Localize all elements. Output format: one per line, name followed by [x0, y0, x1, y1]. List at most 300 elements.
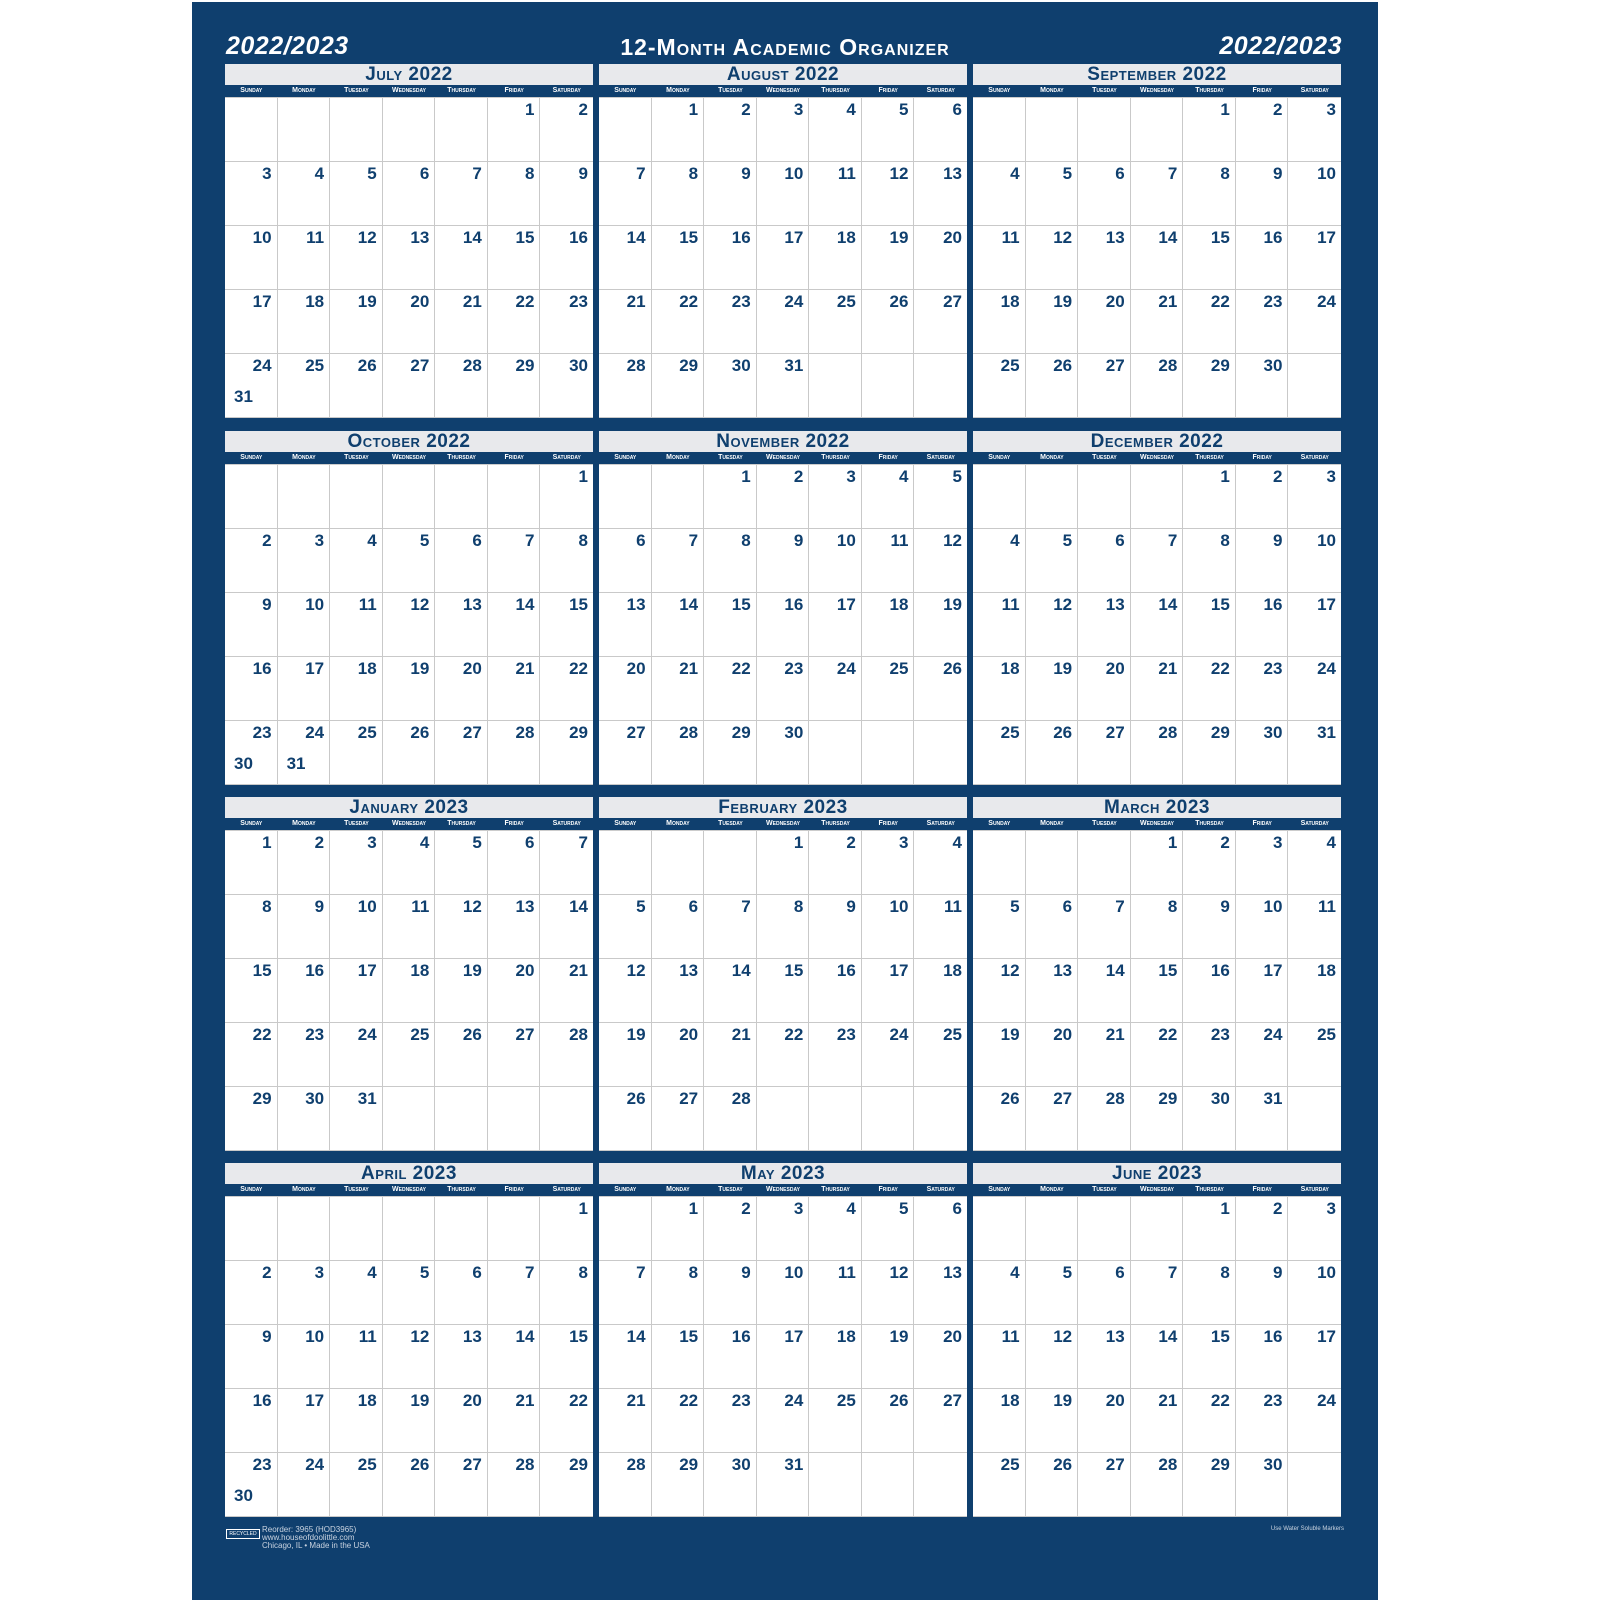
- day-cell[interactable]: [1236, 354, 1289, 418]
- day-cell[interactable]: [1288, 593, 1341, 657]
- day-cell[interactable]: [862, 895, 915, 959]
- day-cell[interactable]: [652, 1453, 705, 1517]
- day-cell[interactable]: [278, 1087, 331, 1151]
- day-cell[interactable]: [1236, 290, 1289, 354]
- day-cell[interactable]: [540, 354, 593, 418]
- day-cell[interactable]: [862, 98, 915, 162]
- day-cell[interactable]: [330, 721, 383, 785]
- day-cell[interactable]: [809, 290, 862, 354]
- day-cell[interactable]: [1131, 895, 1184, 959]
- day-cell[interactable]: [599, 657, 652, 721]
- day-cell[interactable]: [488, 831, 541, 895]
- day-cell[interactable]: [809, 162, 862, 226]
- day-cell[interactable]: [1131, 290, 1184, 354]
- day-cell[interactable]: [757, 529, 810, 593]
- day-cell[interactable]: [330, 1453, 383, 1517]
- day-cell[interactable]: [488, 529, 541, 593]
- day-cell[interactable]: [383, 721, 436, 785]
- day-cell[interactable]: [652, 465, 705, 529]
- day-cell[interactable]: [757, 162, 810, 226]
- day-cell[interactable]: [330, 226, 383, 290]
- day-cell[interactable]: [1131, 226, 1184, 290]
- day-cell[interactable]: [757, 959, 810, 1023]
- day-cell[interactable]: [973, 657, 1026, 721]
- day-cell[interactable]: [973, 959, 1026, 1023]
- day-cell[interactable]: [1026, 593, 1079, 657]
- day-cell[interactable]: [225, 721, 278, 785]
- day-cell[interactable]: [1183, 1261, 1236, 1325]
- day-cell[interactable]: [704, 1087, 757, 1151]
- day-cell[interactable]: [914, 529, 967, 593]
- day-cell[interactable]: [383, 1325, 436, 1389]
- day-cell[interactable]: [278, 1325, 331, 1389]
- day-cell[interactable]: [757, 226, 810, 290]
- day-cell[interactable]: [973, 593, 1026, 657]
- day-cell[interactable]: [225, 1453, 278, 1517]
- day-cell[interactable]: [278, 657, 331, 721]
- day-cell[interactable]: [862, 831, 915, 895]
- day-cell[interactable]: [1026, 721, 1079, 785]
- day-cell[interactable]: [914, 226, 967, 290]
- day-cell[interactable]: [1078, 895, 1131, 959]
- day-cell[interactable]: [973, 1197, 1026, 1261]
- day-cell[interactable]: [1288, 354, 1341, 418]
- day-cell[interactable]: [1078, 831, 1131, 895]
- day-cell[interactable]: [757, 1197, 810, 1261]
- day-cell[interactable]: [973, 226, 1026, 290]
- day-cell[interactable]: [383, 1023, 436, 1087]
- day-cell[interactable]: [862, 1023, 915, 1087]
- day-cell[interactable]: [973, 290, 1026, 354]
- day-cell[interactable]: [383, 354, 436, 418]
- day-cell[interactable]: [704, 657, 757, 721]
- day-cell[interactable]: [1288, 1197, 1341, 1261]
- day-cell[interactable]: [1288, 959, 1341, 1023]
- day-cell[interactable]: [1131, 959, 1184, 1023]
- day-cell[interactable]: [862, 1197, 915, 1261]
- day-cell[interactable]: [330, 1087, 383, 1151]
- day-cell[interactable]: [330, 1261, 383, 1325]
- day-cell[interactable]: [1236, 1197, 1289, 1261]
- day-cell[interactable]: [330, 465, 383, 529]
- day-cell[interactable]: [278, 1023, 331, 1087]
- day-cell[interactable]: [1078, 721, 1131, 785]
- day-cell[interactable]: [1131, 1453, 1184, 1517]
- day-cell[interactable]: [599, 1389, 652, 1453]
- day-cell[interactable]: [1183, 593, 1236, 657]
- day-cell[interactable]: [862, 290, 915, 354]
- day-cell[interactable]: [862, 354, 915, 418]
- day-cell[interactable]: [704, 895, 757, 959]
- day-cell[interactable]: [540, 721, 593, 785]
- day-cell[interactable]: [1183, 721, 1236, 785]
- day-cell[interactable]: [809, 831, 862, 895]
- day-cell[interactable]: [914, 1023, 967, 1087]
- day-cell[interactable]: [1288, 1325, 1341, 1389]
- day-cell[interactable]: [383, 98, 436, 162]
- day-cell[interactable]: [757, 1389, 810, 1453]
- day-cell[interactable]: [914, 1453, 967, 1517]
- day-cell[interactable]: [704, 721, 757, 785]
- day-cell[interactable]: [599, 895, 652, 959]
- day-cell[interactable]: [757, 593, 810, 657]
- day-cell[interactable]: [488, 1325, 541, 1389]
- day-cell[interactable]: [1131, 657, 1184, 721]
- day-cell[interactable]: [1183, 529, 1236, 593]
- day-cell[interactable]: [1026, 959, 1079, 1023]
- day-cell[interactable]: [652, 721, 705, 785]
- day-cell[interactable]: [540, 959, 593, 1023]
- day-cell[interactable]: [862, 1389, 915, 1453]
- day-cell[interactable]: [652, 290, 705, 354]
- day-cell[interactable]: [540, 1261, 593, 1325]
- day-cell[interactable]: [1288, 1023, 1341, 1087]
- day-cell[interactable]: [1026, 1389, 1079, 1453]
- day-cell[interactable]: [383, 1197, 436, 1261]
- day-cell[interactable]: [914, 721, 967, 785]
- day-cell[interactable]: [225, 1023, 278, 1087]
- day-cell[interactable]: [914, 162, 967, 226]
- day-cell[interactable]: [278, 1261, 331, 1325]
- day-cell[interactable]: [1078, 1023, 1131, 1087]
- day-cell[interactable]: [225, 354, 278, 418]
- day-cell[interactable]: [1288, 657, 1341, 721]
- day-cell[interactable]: [1288, 162, 1341, 226]
- day-cell[interactable]: [1288, 721, 1341, 785]
- day-cell[interactable]: [383, 1261, 436, 1325]
- day-cell[interactable]: [599, 354, 652, 418]
- day-cell[interactable]: [435, 1389, 488, 1453]
- day-cell[interactable]: [1026, 1453, 1079, 1517]
- day-cell[interactable]: [488, 1023, 541, 1087]
- day-cell[interactable]: [1131, 162, 1184, 226]
- day-cell[interactable]: [973, 465, 1026, 529]
- day-cell[interactable]: [488, 657, 541, 721]
- day-cell[interactable]: [757, 831, 810, 895]
- day-cell[interactable]: [1026, 290, 1079, 354]
- day-cell[interactable]: [652, 162, 705, 226]
- day-cell[interactable]: [1236, 529, 1289, 593]
- day-cell[interactable]: [383, 529, 436, 593]
- day-cell[interactable]: [862, 529, 915, 593]
- day-cell[interactable]: [973, 98, 1026, 162]
- day-cell[interactable]: [540, 657, 593, 721]
- day-cell[interactable]: [225, 226, 278, 290]
- day-cell[interactable]: [1131, 1023, 1184, 1087]
- day-cell[interactable]: [1183, 657, 1236, 721]
- day-cell[interactable]: [1236, 1325, 1289, 1389]
- day-cell[interactable]: [1026, 831, 1079, 895]
- day-cell[interactable]: [1288, 831, 1341, 895]
- day-cell[interactable]: [809, 1023, 862, 1087]
- day-cell[interactable]: [435, 959, 488, 1023]
- day-cell[interactable]: [757, 1023, 810, 1087]
- day-cell[interactable]: [225, 959, 278, 1023]
- day-cell[interactable]: [435, 529, 488, 593]
- day-cell[interactable]: [652, 657, 705, 721]
- day-cell[interactable]: [1236, 1023, 1289, 1087]
- day-cell[interactable]: [435, 290, 488, 354]
- day-cell[interactable]: [225, 162, 278, 226]
- day-cell[interactable]: [914, 1261, 967, 1325]
- day-cell[interactable]: [862, 657, 915, 721]
- day-cell[interactable]: [809, 895, 862, 959]
- day-cell[interactable]: [330, 529, 383, 593]
- day-cell[interactable]: [540, 162, 593, 226]
- day-cell[interactable]: [973, 1389, 1026, 1453]
- day-cell[interactable]: [1288, 1453, 1341, 1517]
- day-cell[interactable]: [383, 465, 436, 529]
- day-cell[interactable]: [599, 290, 652, 354]
- day-cell[interactable]: [1131, 1087, 1184, 1151]
- day-cell[interactable]: [1131, 1261, 1184, 1325]
- day-cell[interactable]: [1183, 959, 1236, 1023]
- day-cell[interactable]: [383, 657, 436, 721]
- day-cell[interactable]: [540, 1325, 593, 1389]
- day-cell[interactable]: [1131, 1389, 1184, 1453]
- day-cell[interactable]: [330, 1023, 383, 1087]
- day-cell[interactable]: [973, 1023, 1026, 1087]
- day-cell[interactable]: [652, 1325, 705, 1389]
- day-cell[interactable]: [1288, 226, 1341, 290]
- day-cell[interactable]: [862, 721, 915, 785]
- day-cell[interactable]: [540, 593, 593, 657]
- day-cell[interactable]: [1131, 593, 1184, 657]
- day-cell[interactable]: [1026, 657, 1079, 721]
- day-cell[interactable]: [914, 98, 967, 162]
- day-cell[interactable]: [330, 1197, 383, 1261]
- day-cell[interactable]: [809, 1389, 862, 1453]
- day-cell[interactable]: [278, 226, 331, 290]
- day-cell[interactable]: [1236, 226, 1289, 290]
- day-cell[interactable]: [704, 465, 757, 529]
- day-cell[interactable]: [862, 1087, 915, 1151]
- day-cell[interactable]: [1026, 1087, 1079, 1151]
- day-cell[interactable]: [383, 226, 436, 290]
- day-cell[interactable]: [1288, 98, 1341, 162]
- day-cell[interactable]: [1236, 831, 1289, 895]
- day-cell[interactable]: [1078, 290, 1131, 354]
- day-cell[interactable]: [757, 354, 810, 418]
- day-cell[interactable]: [383, 593, 436, 657]
- day-cell[interactable]: [225, 1261, 278, 1325]
- day-cell[interactable]: [278, 895, 331, 959]
- day-cell[interactable]: [435, 1325, 488, 1389]
- day-cell[interactable]: [652, 529, 705, 593]
- day-cell[interactable]: [1236, 721, 1289, 785]
- day-cell[interactable]: [973, 1453, 1026, 1517]
- day-cell[interactable]: [1236, 1261, 1289, 1325]
- day-cell[interactable]: [757, 1453, 810, 1517]
- day-cell[interactable]: [757, 1261, 810, 1325]
- day-cell[interactable]: [652, 895, 705, 959]
- day-cell[interactable]: [435, 895, 488, 959]
- day-cell[interactable]: [540, 1389, 593, 1453]
- day-cell[interactable]: [599, 1023, 652, 1087]
- day-cell[interactable]: [225, 1389, 278, 1453]
- day-cell[interactable]: [599, 465, 652, 529]
- day-cell[interactable]: [278, 721, 331, 785]
- day-cell[interactable]: [278, 1453, 331, 1517]
- day-cell[interactable]: [488, 226, 541, 290]
- day-cell[interactable]: [540, 1453, 593, 1517]
- day-cell[interactable]: [1026, 529, 1079, 593]
- day-cell[interactable]: [1183, 1087, 1236, 1151]
- day-cell[interactable]: [809, 657, 862, 721]
- day-cell[interactable]: [278, 831, 331, 895]
- day-cell[interactable]: [225, 290, 278, 354]
- day-cell[interactable]: [973, 831, 1026, 895]
- day-cell[interactable]: [488, 895, 541, 959]
- day-cell[interactable]: [1026, 98, 1079, 162]
- day-cell[interactable]: [435, 593, 488, 657]
- day-cell[interactable]: [914, 895, 967, 959]
- day-cell[interactable]: [225, 1197, 278, 1261]
- day-cell[interactable]: [914, 290, 967, 354]
- day-cell[interactable]: [1183, 895, 1236, 959]
- day-cell[interactable]: [540, 1197, 593, 1261]
- day-cell[interactable]: [652, 1389, 705, 1453]
- day-cell[interactable]: [599, 959, 652, 1023]
- day-cell[interactable]: [704, 98, 757, 162]
- day-cell[interactable]: [1288, 529, 1341, 593]
- day-cell[interactable]: [1236, 1087, 1289, 1151]
- day-cell[interactable]: [225, 1325, 278, 1389]
- day-cell[interactable]: [488, 1261, 541, 1325]
- day-cell[interactable]: [488, 593, 541, 657]
- day-cell[interactable]: [652, 1023, 705, 1087]
- day-cell[interactable]: [383, 895, 436, 959]
- day-cell[interactable]: [1183, 1453, 1236, 1517]
- day-cell[interactable]: [652, 959, 705, 1023]
- day-cell[interactable]: [225, 465, 278, 529]
- day-cell[interactable]: [278, 162, 331, 226]
- day-cell[interactable]: [1131, 98, 1184, 162]
- day-cell[interactable]: [540, 98, 593, 162]
- day-cell[interactable]: [540, 226, 593, 290]
- day-cell[interactable]: [862, 465, 915, 529]
- day-cell[interactable]: [757, 1087, 810, 1151]
- day-cell[interactable]: [435, 1453, 488, 1517]
- day-cell[interactable]: [599, 593, 652, 657]
- day-cell[interactable]: [435, 1023, 488, 1087]
- day-cell[interactable]: [1078, 162, 1131, 226]
- day-cell[interactable]: [278, 98, 331, 162]
- day-cell[interactable]: [383, 290, 436, 354]
- day-cell[interactable]: [1078, 1389, 1131, 1453]
- day-cell[interactable]: [599, 1087, 652, 1151]
- day-cell[interactable]: [652, 354, 705, 418]
- day-cell[interactable]: [225, 831, 278, 895]
- day-cell[interactable]: [1078, 354, 1131, 418]
- day-cell[interactable]: [1078, 1325, 1131, 1389]
- day-cell[interactable]: [1078, 1087, 1131, 1151]
- day-cell[interactable]: [435, 354, 488, 418]
- day-cell[interactable]: [704, 1389, 757, 1453]
- day-cell[interactable]: [540, 290, 593, 354]
- day-cell[interactable]: [1183, 98, 1236, 162]
- day-cell[interactable]: [757, 895, 810, 959]
- day-cell[interactable]: [1026, 1197, 1079, 1261]
- day-cell[interactable]: [225, 1087, 278, 1151]
- day-cell[interactable]: [330, 162, 383, 226]
- day-cell[interactable]: [488, 1389, 541, 1453]
- day-cell[interactable]: [383, 1389, 436, 1453]
- day-cell[interactable]: [1183, 1023, 1236, 1087]
- day-cell[interactable]: [862, 1325, 915, 1389]
- day-cell[interactable]: [488, 1453, 541, 1517]
- day-cell[interactable]: [973, 1261, 1026, 1325]
- day-cell[interactable]: [862, 959, 915, 1023]
- day-cell[interactable]: [809, 465, 862, 529]
- day-cell[interactable]: [383, 1453, 436, 1517]
- day-cell[interactable]: [1183, 354, 1236, 418]
- day-cell[interactable]: [809, 529, 862, 593]
- day-cell[interactable]: [488, 290, 541, 354]
- day-cell[interactable]: [225, 895, 278, 959]
- day-cell[interactable]: [704, 1453, 757, 1517]
- day-cell[interactable]: [1131, 1325, 1184, 1389]
- day-cell[interactable]: [330, 1325, 383, 1389]
- day-cell[interactable]: [383, 162, 436, 226]
- day-cell[interactable]: [435, 1197, 488, 1261]
- day-cell[interactable]: [1288, 465, 1341, 529]
- day-cell[interactable]: [652, 226, 705, 290]
- day-cell[interactable]: [330, 1389, 383, 1453]
- day-cell[interactable]: [704, 593, 757, 657]
- day-cell[interactable]: [1131, 831, 1184, 895]
- day-cell[interactable]: [540, 465, 593, 529]
- day-cell[interactable]: [278, 465, 331, 529]
- day-cell[interactable]: [1236, 98, 1289, 162]
- day-cell[interactable]: [1131, 354, 1184, 418]
- day-cell[interactable]: [809, 354, 862, 418]
- day-cell[interactable]: [225, 98, 278, 162]
- day-cell[interactable]: [599, 721, 652, 785]
- day-cell[interactable]: [1236, 162, 1289, 226]
- day-cell[interactable]: [914, 1325, 967, 1389]
- day-cell[interactable]: [1236, 959, 1289, 1023]
- day-cell[interactable]: [704, 1261, 757, 1325]
- day-cell[interactable]: [862, 1453, 915, 1517]
- day-cell[interactable]: [973, 529, 1026, 593]
- day-cell[interactable]: [652, 1087, 705, 1151]
- day-cell[interactable]: [1078, 657, 1131, 721]
- day-cell[interactable]: [225, 529, 278, 593]
- day-cell[interactable]: [1236, 657, 1289, 721]
- day-cell[interactable]: [809, 1197, 862, 1261]
- day-cell[interactable]: [973, 721, 1026, 785]
- day-cell[interactable]: [1288, 1261, 1341, 1325]
- day-cell[interactable]: [757, 721, 810, 785]
- day-cell[interactable]: [1183, 290, 1236, 354]
- day-cell[interactable]: [278, 959, 331, 1023]
- day-cell[interactable]: [435, 657, 488, 721]
- day-cell[interactable]: [652, 831, 705, 895]
- day-cell[interactable]: [1131, 465, 1184, 529]
- day-cell[interactable]: [1026, 1261, 1079, 1325]
- day-cell[interactable]: [704, 529, 757, 593]
- day-cell[interactable]: [435, 162, 488, 226]
- day-cell[interactable]: [704, 162, 757, 226]
- day-cell[interactable]: [488, 1087, 541, 1151]
- day-cell[interactable]: [599, 226, 652, 290]
- day-cell[interactable]: [278, 593, 331, 657]
- day-cell[interactable]: [862, 1261, 915, 1325]
- day-cell[interactable]: [540, 1023, 593, 1087]
- day-cell[interactable]: [862, 226, 915, 290]
- day-cell[interactable]: [1288, 1087, 1341, 1151]
